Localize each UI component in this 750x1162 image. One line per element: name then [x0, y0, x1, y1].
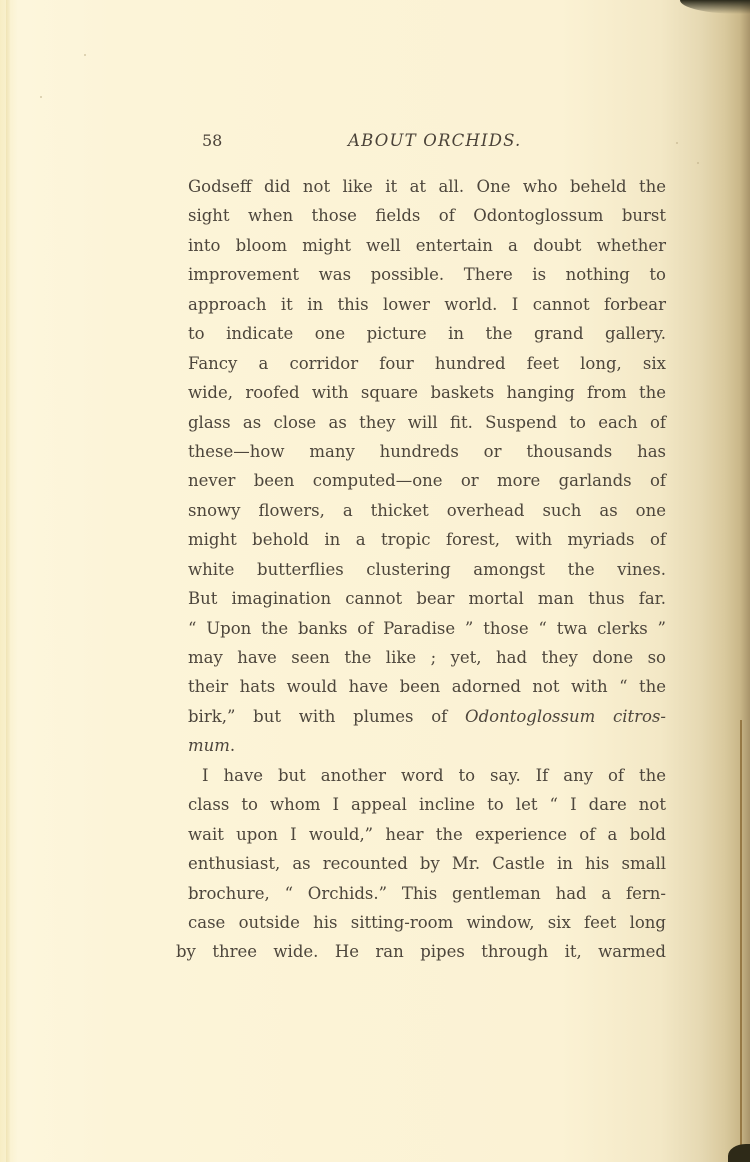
paragraph-1 — [188, 172, 666, 761]
text-line: these—how many hundreds or thousands has — [188, 441, 666, 461]
text-line — [188, 731, 666, 760]
species-name-italic: mum — [188, 736, 230, 756]
text-line: approach it in this lower world. I cannot forbear — [188, 294, 666, 314]
paper-speck — [697, 162, 699, 164]
text-line: enthusiast, as recounted by Mr. Castle in his small — [188, 854, 666, 874]
paper-speck — [40, 96, 42, 98]
paper-speck — [84, 54, 86, 56]
text-line: their hats would have been adorned not with “ the — [188, 677, 666, 697]
text-line: “ Upon the banks of Paradise ” those “ twa clerks ” — [188, 618, 666, 638]
text-line: wide, roofed with square baskets hanging from the — [188, 383, 666, 403]
text-line — [188, 702, 666, 731]
text-line: glass as close as they will fit. Suspend to each of — [188, 412, 666, 432]
text-line: might behold in a tropic forest, with myriads of — [188, 530, 666, 550]
text-line: I have but another word to say. If any of the — [202, 765, 666, 785]
binding-shadow-bottom — [728, 1144, 750, 1162]
binding-edge-line — [740, 720, 742, 1160]
binding-shadow-top — [680, 0, 750, 14]
text-line: improvement was possible. There is nothing to — [188, 265, 666, 285]
running-header — [200, 131, 660, 157]
text-line: white butterflies clustering amongst the vines. — [188, 559, 666, 579]
text-line: never been computed—one or more garlands of — [188, 471, 666, 491]
text-fragment: birk,” but with plumes of — [188, 706, 448, 726]
text-line: may have seen the like ; yet, had they done so — [188, 648, 666, 667]
text-line: But imagination cannot bear mortal man thus far. — [188, 589, 666, 609]
text-line: brochure, “ Orchids.” This gentleman had a fern- — [188, 883, 666, 903]
text-fragment: . — [229, 736, 236, 756]
paragraph-2 — [176, 761, 666, 967]
text-line: sight when those fields of Odontoglossum burst — [188, 206, 666, 226]
page-left-edge — [6, 0, 10, 1162]
text-line: snowy flowers, a thicket overhead such as one — [188, 500, 666, 520]
text-line: wait upon I would,” hear the experience of a bold — [188, 824, 666, 844]
text-line: class to whom I appeal incline to let “ I dare not — [188, 795, 666, 815]
text-line: case outside his sitting-room window, six feet long — [188, 912, 666, 932]
species-name-italic: Odontoglossum citros- — [465, 706, 667, 726]
text-line: by three wide. He ran pipes through it, warmed — [176, 942, 666, 962]
text-line: Fancy a corridor four hundred feet long, six — [188, 353, 666, 373]
page-number: 58 — [202, 131, 223, 150]
text-line: to indicate one picture in the grand gallery. — [188, 324, 666, 344]
body-text — [176, 172, 667, 967]
text-line: Godseff did not like it at all. One who beheld the — [188, 177, 666, 196]
running-title: ABOUT ORCHIDS. — [348, 131, 522, 150]
text-line: into bloom might well entertain a doubt whether — [188, 235, 666, 255]
paper-speck — [676, 142, 678, 144]
